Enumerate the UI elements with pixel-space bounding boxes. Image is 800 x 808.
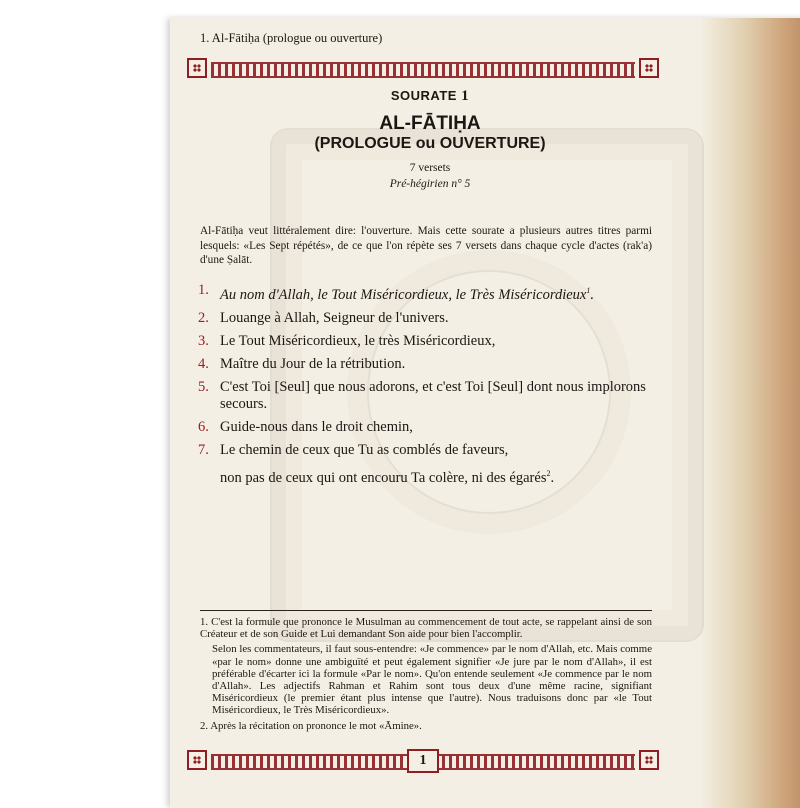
verse-number: 5. bbox=[198, 378, 209, 395]
verse-item bbox=[198, 419, 668, 436]
verse-item bbox=[198, 356, 668, 373]
verse-item bbox=[198, 333, 668, 350]
ornament-square-icon bbox=[639, 750, 659, 770]
intro-paragraph: Al-Fātiḥa veut littéralement dire: l'ouverture. Mais cette sourate a plusieurs autres titres parmi lesquels: «Les Sept répétés», de ce que l'on répète ses 7 versets dans chaque cycle d'actes (rak'a) d'une Ṣalāt. bbox=[200, 225, 652, 266]
footnote-divider bbox=[200, 610, 652, 611]
verse-text: Au nom d'Allah, le Tout Miséricordieux, le Très Miséricordieux bbox=[220, 286, 587, 303]
sourate-label: SOURATE bbox=[390, 88, 457, 103]
footnote-2: 2. Après la récitation on prononce le mot «Āmine». bbox=[200, 719, 422, 732]
footnote-1-commentary: Selon les commentateurs, il faut sous-entendre: «Je commence» par le nom d'Allah, etc. Mais comme «par le nom» donne une ambiguïté et peut également signifier «Je jure par le nom d'Allah», il est préférable d'écarter ici la formule «Par le nom». Qu'on entende seulement «Je commence par le nom d'Allah». Les adjectifs Rahman et Rahim sont tous deux d'une même racine, signifiant Miséricordieux (le premier étant plus intense que l'autre). Nous traduisons donc par «le Tout Miséricordieux, le Très Miséricordieux». bbox=[212, 643, 652, 717]
verse-continuation: non pas de ceux qui ont encouru Ta colère, ni des égarés bbox=[220, 469, 547, 486]
verse-count: 7 versets bbox=[409, 162, 451, 174]
verse-item bbox=[198, 310, 668, 327]
page-spine-shadow bbox=[700, 18, 800, 808]
verse-continuation-line: non pas de ceux qui ont encouru Ta colère, ni des égarés$^2$. bbox=[220, 468, 555, 486]
ornament-square-icon bbox=[639, 58, 659, 78]
verse-item bbox=[198, 379, 668, 413]
top-ornament-band bbox=[187, 58, 659, 78]
page-number: 1 bbox=[407, 749, 439, 773]
footnote-ref: 1 bbox=[586, 286, 591, 295]
verse-number: 3. bbox=[198, 332, 209, 349]
verse-text: Guide-nous dans le droit chemin, bbox=[220, 418, 413, 435]
verse-text: Le chemin de ceux que Tu as comblés de faveurs, bbox=[220, 441, 509, 458]
footnotes bbox=[200, 616, 652, 735]
ornament-square-icon bbox=[187, 750, 207, 770]
sourate-heading bbox=[215, 88, 645, 105]
verse-text: Louange à Allah, Seigneur de l'univers. bbox=[220, 309, 449, 326]
verse-number: 7. bbox=[198, 441, 209, 458]
verse-text: Maître du Jour de la rétribution. bbox=[220, 355, 406, 372]
verse-continuation: secours. bbox=[220, 395, 268, 412]
verse-number: 4. bbox=[198, 355, 209, 372]
sourate-number: 1 bbox=[461, 88, 470, 104]
verse-list bbox=[198, 282, 668, 493]
ornament-strip bbox=[211, 62, 635, 78]
ornament-square-icon bbox=[187, 58, 207, 78]
verse-number: 1. bbox=[198, 282, 209, 298]
verse-text: Le Tout Miséricordieux, le très Miséricordieux, bbox=[220, 332, 496, 349]
classification: Pré-hégirien n° 5 bbox=[389, 178, 471, 190]
footnote-ref: 2 bbox=[546, 468, 551, 478]
verse-text: C'est Toi [Seul] que nous adorons, et c'est Toi [Seul] dont nous implorons bbox=[220, 378, 646, 395]
verse-number: 2. bbox=[198, 309, 209, 326]
bottom-ornament-band bbox=[187, 750, 659, 770]
sourate-subtitle: (PROLOGUE ou OUVERTURE) bbox=[314, 135, 546, 152]
footnote-1: 1. C'est la formule que prononce le Musulman au commencement de tout acte, se rappelant ainsi de son Créateur et de son Guide et Lui demandant Son aide pour bien l'accomplir. bbox=[200, 616, 652, 641]
running-head: 1. Al-Fātiḥa (prologue ou ouverture) bbox=[200, 31, 383, 45]
verse-item bbox=[198, 442, 668, 459]
verse-item: 1. Au nom d'Allah, le Tout Miséricordieux, le Très Miséricordieux$^1$. bbox=[198, 282, 594, 303]
sourate-title: AL-FĀTIḤA bbox=[379, 113, 481, 134]
verse-number: 6. bbox=[198, 418, 209, 435]
